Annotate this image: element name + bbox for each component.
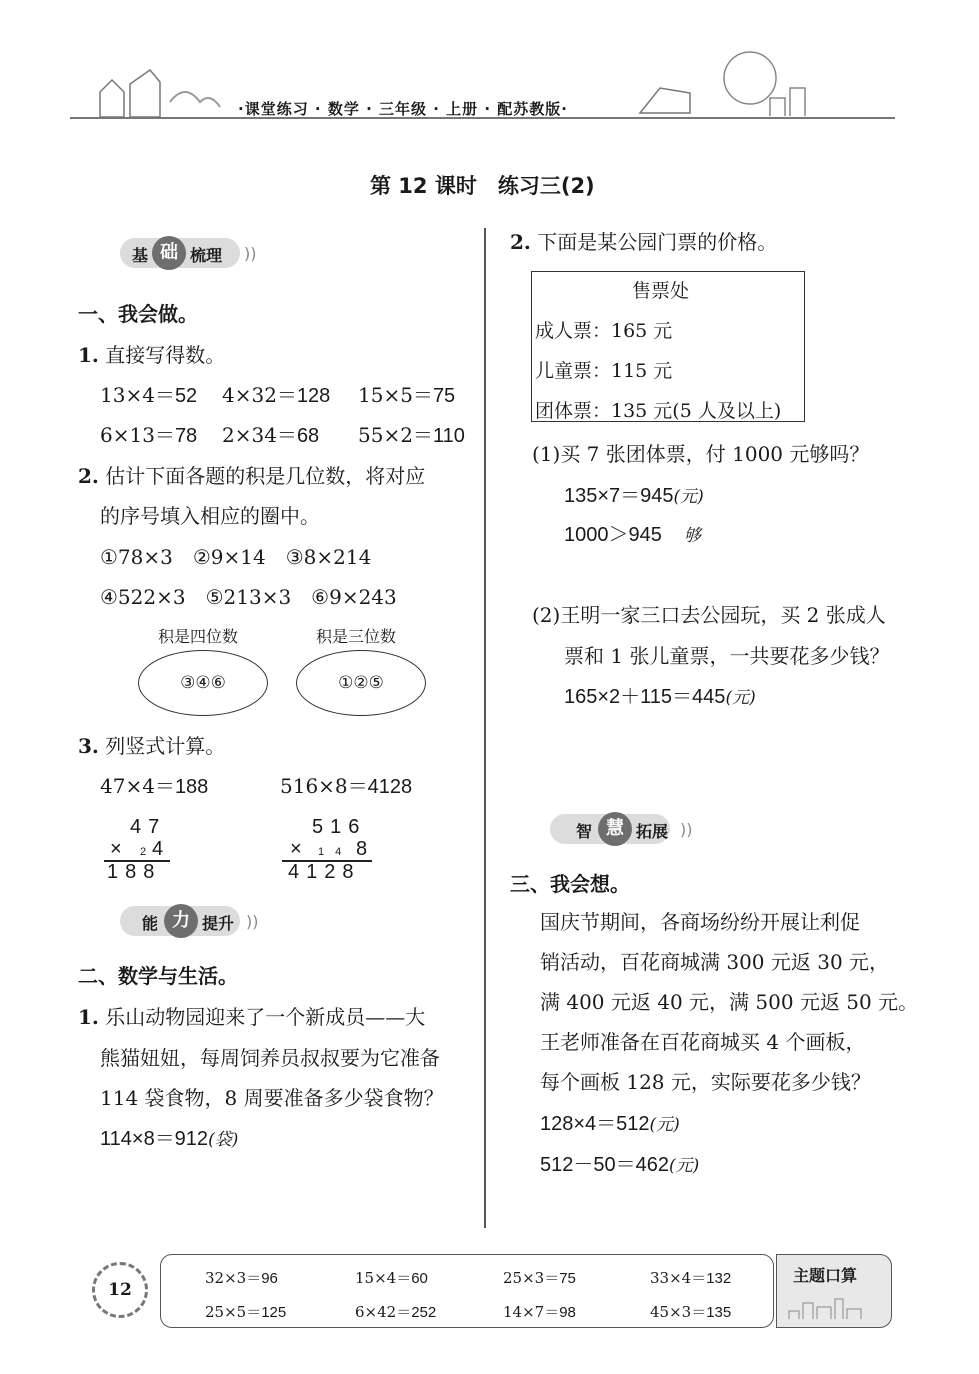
mental-math-item: 6×42＝252 <box>355 1303 437 1321</box>
banner-wisdom <box>510 806 710 852</box>
vcalc2-top: 516 <box>312 816 367 838</box>
s3-line3: 满 400 元返 40 元，满 500 元返 50 元。 <box>540 990 919 1014</box>
q3-number: 3. <box>78 734 99 758</box>
lesson-title: 第 12 课时 练习三(2) <box>370 174 595 198</box>
oval1-label: 积是四位数 <box>158 627 239 646</box>
mental-math-label-box <box>776 1254 892 1328</box>
q3-expr2: 516×8＝4128 <box>280 774 413 798</box>
mental-math-item: 25×3＝75 <box>503 1269 576 1287</box>
oval1-answer: ③④⑥ <box>180 673 226 693</box>
vcalc1-carry: 2 <box>140 846 147 858</box>
ticket-group: 团体票：135 元(5 人及以上) <box>535 400 782 422</box>
q3 <box>78 732 225 760</box>
q1-item: 2×34＝68 <box>222 423 320 447</box>
banner-basic-char1: 基 <box>132 246 149 265</box>
q1-item: 55×2＝110 <box>358 423 465 447</box>
ticket-title: 售票处 <box>632 280 690 302</box>
p1-line3: 114 袋食物，8 周要准备多少袋食物？ <box>100 1086 444 1110</box>
ticket-child: 儿童票：115 元 <box>535 360 673 382</box>
vcalc1-result: 188 <box>107 861 162 883</box>
mental-math-item: 25×5＝125 <box>205 1303 287 1321</box>
mental-math-item: 14×7＝98 <box>503 1303 576 1321</box>
oval-three-digit <box>296 650 426 716</box>
q2-number: 2. <box>78 464 99 488</box>
banner-basic-char2: 础 <box>152 236 186 270</box>
s3-line2: 销活动，百花商城满 300 元返 30 元， <box>540 950 890 974</box>
sub2-answer: 165×2＋115＝445(元) <box>564 686 756 708</box>
s3-answer2: 512－50＝462(元) <box>540 1154 700 1176</box>
skyline-icon <box>787 1293 877 1321</box>
p1-line2: 熊猫妞妞，每周饲养员叔叔要为它准备 <box>100 1046 440 1070</box>
mental-math-item: 45×3＝135 <box>650 1303 732 1321</box>
banner-ability-char1: 能 <box>142 914 159 933</box>
q1 <box>78 341 225 369</box>
header-decoration-left <box>90 62 230 120</box>
banner-basic <box>80 230 280 276</box>
oval2-label: 积是三位数 <box>316 627 397 646</box>
sub2-line2: 票和 1 张儿童票，一共要花多少钱？ <box>564 644 890 668</box>
banner-basic-rest: 梳理 <box>190 246 223 265</box>
banner-wisdom-char2: 慧 <box>598 812 632 846</box>
s3-line4: 王老师准备在百花商城买 4 个画板， <box>540 1030 866 1054</box>
p1-answer: 114×8＝912(袋) <box>100 1128 239 1150</box>
q2-items-row1: ①78×3 ②9×14 ③8×214 <box>100 545 372 569</box>
p1-line1: 乐山动物园迎来了一个新成员——大 <box>105 1005 426 1029</box>
p1-number: 1. <box>78 1005 99 1029</box>
q3-text: 列竖式计算。 <box>105 734 226 758</box>
ticket-price-board <box>531 271 805 422</box>
banner-waves: )) <box>244 244 257 263</box>
q2 <box>78 462 425 490</box>
q1-item: 15×5＝75 <box>358 383 456 407</box>
vcalc2-mult: 8 <box>356 838 375 860</box>
header-decoration-right <box>620 48 900 120</box>
s3-line1: 国庆节期间，各商场纷纷开展让利促 <box>540 910 860 934</box>
q3-expr1: 47×4＝188 <box>100 774 209 798</box>
vcalc1-top: 47 <box>130 816 167 838</box>
q2-line2: 的序号填入相应的圈中。 <box>100 504 320 528</box>
sub1-question: (1)买 7 张团体票，付 1000 元够吗？ <box>532 442 870 466</box>
q2-line1: 估计下面各题的积是几位数，将对应 <box>105 464 426 488</box>
series-title: ·课堂练习 · 数学 · 三年级 · 上册 · 配苏教版· <box>238 100 568 118</box>
vcalc2-sign: × <box>290 838 309 860</box>
vcalc2-result: 4128 <box>288 861 361 883</box>
q1-item: 4×32＝128 <box>222 383 331 407</box>
p2-text: 下面是某公园门票的价格。 <box>537 230 778 254</box>
q1-item: 6×13＝78 <box>100 423 198 447</box>
banner-wisdom-char1: 智 <box>576 822 593 841</box>
banner-ability-char2: 力 <box>164 904 198 938</box>
q1-number: 1. <box>78 343 99 367</box>
column-divider <box>484 228 486 1228</box>
sub1-answer1: 135×7＝945(元) <box>564 485 704 507</box>
mental-math-item: 15×4＝60 <box>355 1269 428 1287</box>
mental-math-item: 32×3＝96 <box>205 1269 278 1287</box>
banner-waves: )) <box>680 820 693 839</box>
p2 <box>510 228 777 256</box>
mental-math-item: 33×4＝132 <box>650 1269 732 1287</box>
banner-wisdom-rest: 拓展 <box>636 822 669 841</box>
p2-number: 2. <box>510 230 531 254</box>
q1-item: 13×4＝52 <box>100 383 198 407</box>
q2-items-row2: ④522×3 ⑤213×3 ⑥9×243 <box>100 585 397 609</box>
vcalc1-sign: × <box>110 838 129 860</box>
vcalc2-carry: 1 4 <box>318 846 346 858</box>
ticket-adult: 成人票：165 元 <box>535 320 673 342</box>
sub1-answer2: 1000＞945 够 <box>564 524 701 546</box>
mental-math-label: 主题口算 <box>793 1266 858 1285</box>
p1 <box>78 1003 425 1031</box>
section1-title: 一、我会做。 <box>78 302 198 326</box>
oval2-answer: ①②⑤ <box>338 673 384 693</box>
banner-ability-rest: 提升 <box>202 914 235 933</box>
section2-title: 二、数学与生活。 <box>78 964 238 988</box>
q1-text: 直接写得数。 <box>105 343 226 367</box>
banner-waves: )) <box>246 912 259 931</box>
oval-four-digit <box>138 650 268 716</box>
section3-title: 三、我会想。 <box>510 872 630 896</box>
page-number-badge <box>92 1262 148 1318</box>
banner-ability <box>80 898 280 944</box>
page-number: 12 <box>108 1280 132 1300</box>
vcalc1-mult: 4 <box>152 838 171 860</box>
s3-line5: 每个画板 128 元，实际要花多少钱？ <box>540 1070 871 1094</box>
s3-answer1: 128×4＝512(元) <box>540 1113 680 1135</box>
sub2-line1: (2)王明一家三口去公园玩，买 2 张成人 <box>532 603 886 627</box>
